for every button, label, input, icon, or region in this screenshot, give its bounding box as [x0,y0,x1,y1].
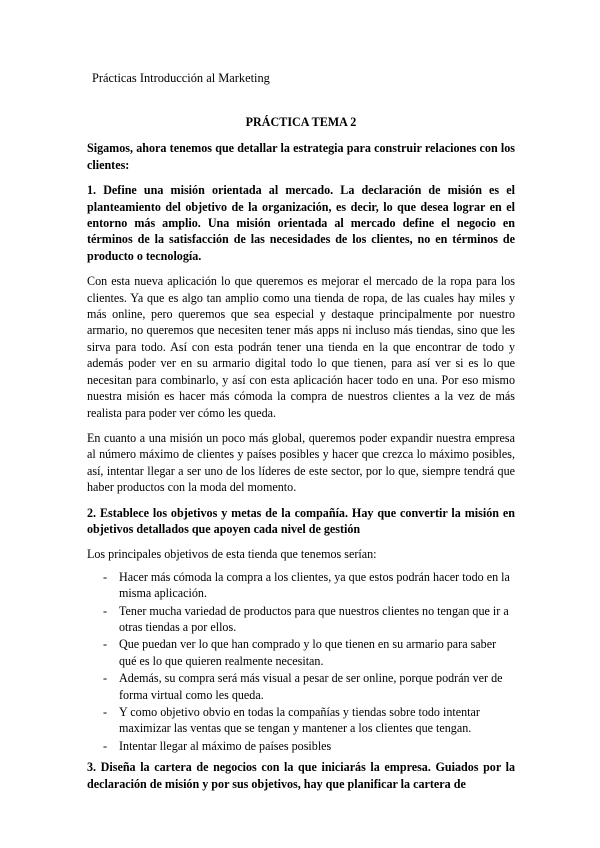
page-title: PRÁCTICA TEMA 2 [245,115,357,129]
section2-heading: 2. Establece los objetivos y metas de la compañía. Hay que convertir la misión en objetivos detallados que apoyen cada nivel de gestión [87,505,515,536]
section1-heading: 1. Define una misión orientada al mercado. La declaración de misión es el planteamiento del objetivo de la organización, es decir, lo que desea lograr en el entorno más amplio. Una misión orientada al mercado define el negocio en términos de la satisfacción de las necesidades de los clientes, no en términos de producto o tecnología. [87,183,515,263]
list-item: - Tener mucha variedad de productos para que nuestros clientes no tengan que ir a otras tiendas a por ellos. [87,603,515,636]
list-item: - Intentar llegar al máximo de países posibles [87,738,515,754]
list-item: - Hacer más cómoda la compra a los clientes, ya que estos podrán hacer todo en la misma aplicación. [87,569,515,602]
section1-paragraph-2: En cuanto a una misión un poco más global, queremos poder expandir nuestra empresa al número máximo de clientes y países posibles y hacer que crezca lo máximo posibles, así, intentar llegar a ser uno de los líderes de este sector, por lo que, siempre tendrá que haber productos con la moda del momento. [87,430,515,495]
list-item: - Además, su compra será más visual a pesar de ser online, porque podrán ver de forma virtual como les queda. [87,670,515,703]
section1-paragraph-1: Con esta nueva aplicación lo que queremos es mejorar el mercado de la ropa para los clientes. Ya que es algo tan amplio como una tienda de ropa, de las cuales hay miles y más online, pero queremos que sea especial y destaque principalmente por nuestro armario, no queremos que necesiten tener más apps ni incluso más tiendas, sino que les sirva para todo. Así con esta podrán tener una tienda en la que encontrar de todo y además poder ver en su armario digital todo lo que tienen, para así ver si es lo que necesitan para combinarlo, y así con esta aplicación hacer todo en una. Por eso mismo nuestra misión es hacer más cómoda la compra de nuestros clientes a la vez de más realista para poder ver cómo les queda. [87,274,515,420]
objectives-list [87,569,515,754]
page-header: Prácticas Introducción al Marketing [92,71,270,85]
list-item: - Y como objetivo obvio en todas la compañías y tiendas sobre todo intentar maximizar las ventas que se tengan y mantener a los clientes que tengan. [87,704,515,737]
list-item: - Que puedan ver lo que han comprado y lo que tienen en su armario para saber qué es lo que quieren realmente necesitan. [87,636,515,669]
intro-paragraph: Sigamos, ahora tenemos que detallar la estrategia para construir relaciones con los clientes: [87,141,515,172]
document-body [87,114,515,801]
section3-heading: 3. Diseña la cartera de negocios con la que iniciarás la empresa. Guiados por la declaración de misión y por sus objetivos, hay que planificar la cartera de [87,760,515,791]
section2-lead: Los principales objetivos de esta tienda que tenemos serían: [87,547,377,562]
